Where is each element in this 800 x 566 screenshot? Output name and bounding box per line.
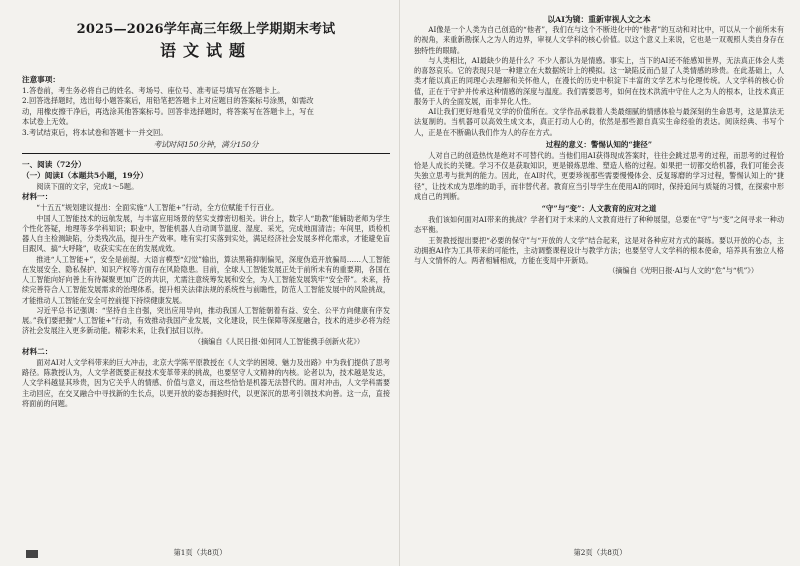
notice-heading: 注意事项： <box>22 75 60 84</box>
notice-line: 3.考试结束后，将本试卷和答题卡一并交回。 <box>22 127 168 137</box>
material-one-paragraph: 推进“人工智能+”，安全是前提。大语言模型“幻觉”输出，算法黑箱抑制偏见，深度伪造开放骗局……人工智能在发展安全、隐私保护、知识产权等方面存在风险隐患。目前，全球人工智能发展正处于前所未有的重要期，各国在人工智能向好向善上有待凝聚更加广泛的共识，尤需注意统筹发展和安全，为人工智能发展筑牢“安全带”。未来，持续完善符合人工智能发展需求的治理体系，提升相关法律法规的系统性与前瞻性，防范人工智能发展中的风险挑战，才能推动人工智能在安全可控前提下持续健康发展。 <box>22 254 390 305</box>
notice-line: 本试卷上无效。 <box>22 117 74 127</box>
instruction: 阅读下面的文字，完成1～5题。 <box>36 182 139 192</box>
divider <box>22 153 390 154</box>
notice-line: 1.答卷前，考生务必将自己的姓名、考场号、座位号、准考证号填写在答题卡上。 <box>22 86 285 95</box>
exam-time: 考试时间150分钟，满分150分 <box>153 140 259 150</box>
exam-title: 2025—2026学年高三年级上学期期末考试 <box>76 22 336 37</box>
notice-list <box>22 86 390 138</box>
subheading-keep-change: “守”与“变”：人文教育的应对之道 <box>541 204 657 213</box>
material-one-source: （摘编自《人民日报·如何同人工智能携手创新火花》） <box>193 336 364 346</box>
material-one-label: 材料一： <box>22 192 53 202</box>
article-source: （摘编自《光明日报·AI与人文的“危”与“机”》） <box>608 266 758 276</box>
notice-line: 2.回答选择题时，选出每小题答案后，用铅笔把答题卡上对应题目的答案标号涂黑，如需改 <box>22 96 314 106</box>
article-paragraph: 我们该如何面对AI带来的挑战？学者们对于未来的人文教育进行了种种展望，总要在“守”与“变”之间寻求一种动态平衡。 <box>414 215 784 235</box>
material-two-label: 材料二： <box>22 346 53 356</box>
material-one-paragraph: 中国人工智能技术的远航发展，与丰富应用场景的坚实支撑密切相关。讲台上，数字人“助教”能辅助老师为学生个性化答疑，地理等多学科知识；职业中，智能机器人自动调节温度、湿度、采光，完成地面清洁；车间里，质检机器人自主检测缺陷，分类残次品，提升生产效率。唯有实打实落到实处，满足经济社会发展多样化需求，才能避免盲目跟风、搞“大呼隆”，收获实实在在的发展成效。 <box>22 213 390 254</box>
section-sub: （一）阅读Ⅰ（本题共5小题，19分） <box>22 171 148 181</box>
page-two <box>400 0 800 566</box>
material-one-paragraph: “十五五”规划建议提出：全面实施“人工智能+”行动，全方位赋能千行百业。 <box>36 203 279 213</box>
page-footer: 第2页（共8页） <box>573 548 627 557</box>
page-footer: 第1页（共8页） <box>173 548 227 557</box>
article-paragraph: 人对自己的创造热忱是绝对不可替代的。当他们用AI获得现成答案时，往往会跳过思考的过程，而思考的过程恰恰是人成长的关键。学习不仅是获取知识，更是锻炼思维、塑造人格的过程。如果把一切都交给机器，我们可能会丧失独立思考与批判的能力。因此，在AI时代，更要珍视那些需要慢慢体会、反复琢磨的学习过程，警惕认知上的“捷径”，让技术成为思维的助手，而非替代者。教育应当引导学生在使用AI的同时，保持追问与质疑的习惯，在探索中形成自己的判断。 <box>414 150 784 201</box>
article-paragraph: 王贺教授提出要把“必要的保守”与“开放的人文学”结合起来，这是对各种应对方式的凝练。要以开放的心态，主动拥抱AI作为工具带来的可能性，主动调整课程设计与教学方法；也要坚守人文学科的根本使命，培养具有独立人格与人文情怀的人。两者相辅相成，方能在变局中开新局。 <box>414 235 784 265</box>
section-reading: 一、阅读（72分） <box>22 160 86 170</box>
subheading-process: 过程的意义：警惕认知的“捷径” <box>545 139 653 149</box>
article-paragraph: AI像是一个人类为自己创造的“他者”，我们在与这个不断进化中的“他者”的互动和对比中，可以从一个前所未有的视角，来重新勘探人之为人的边界，审视人文学科的核心价值。以这个意义上来说，它也是一双观照人类自身存在独特性的眼睛。 <box>414 25 784 55</box>
article-title: 以AI为镜：重新审视人文之本 <box>547 15 651 24</box>
material-one-paragraph: 习近平总书记强调：“坚持自主自强，突出应用导向，推动我国人工智能朝着有益、安全、公平方向健康有序发展。”我们要把握“人工智能+”行动，有效推动我国产业发展，文化建设，民生保障等深度融合，技术的进步必将为经济社会发展注入更多新动能。精彩未来，让我们拭目以待。 <box>22 305 390 336</box>
article-paragraph: AI让我们更好地看见文学的价值所在。文学作品承载着人类最细腻的情感体验与最深刻的生命思考，这是算法无法复制的。当机器可以高效生成文本，真正打动人心的，依然是那些源自真实生命经验的表达。阅读经典、书写个人，正是在不断确认我们作为人的存在方式。 <box>414 107 784 137</box>
notice-line: 动，用橡皮擦干净后，再选涂其他答案标号。回答非选择题时，将答案写在答题卡上，写在 <box>22 106 314 116</box>
article-paragraph: 与人类相比，AI最缺少的是什么？不少人都认为是情感。事实上，当下的AI还不能感知世界，无法真正体会人类的喜怒哀乐。它的表现只是一种建立在大数据统计上的模拟。这一缺陷反而凸显了人类情感的珍贵。在此基础上，人类才能以真正的同理心去理解和关怀他人，在漫长的历史中积淀下丰富的文学艺术与伦理传统。人文学科的核心价值，正在于守护并传承这种情感的深度与温度。我们需要思考，如何在技术洪流中守住人之为人的根本，让技术真正服务于人的全面发展，而非异化人性。 <box>414 55 784 106</box>
material-two-paragraph: 面对AI对人文学科带来的巨大冲击，北京大学陈平原教授在《人文学的困境、魅力及出路》中为我们提供了思考路径。陈教授认为，人文学者既要正视技术变革带来的挑战，也要坚守人文精神的内核。论者以为，技术越是发达，人文学科越显其珍贵，因为它关乎人的情感、价值与意义，而这些恰恰是机器无法替代的。面对冲击，人文学科需要主动回应，在交叉融合中寻找新的生长点，以更开放的姿态拥抱时代，以更深沉的思考引领技术向善。这一点，直接将面前的问题。 <box>22 357 390 408</box>
subject-title: 语文试题 <box>159 41 252 60</box>
